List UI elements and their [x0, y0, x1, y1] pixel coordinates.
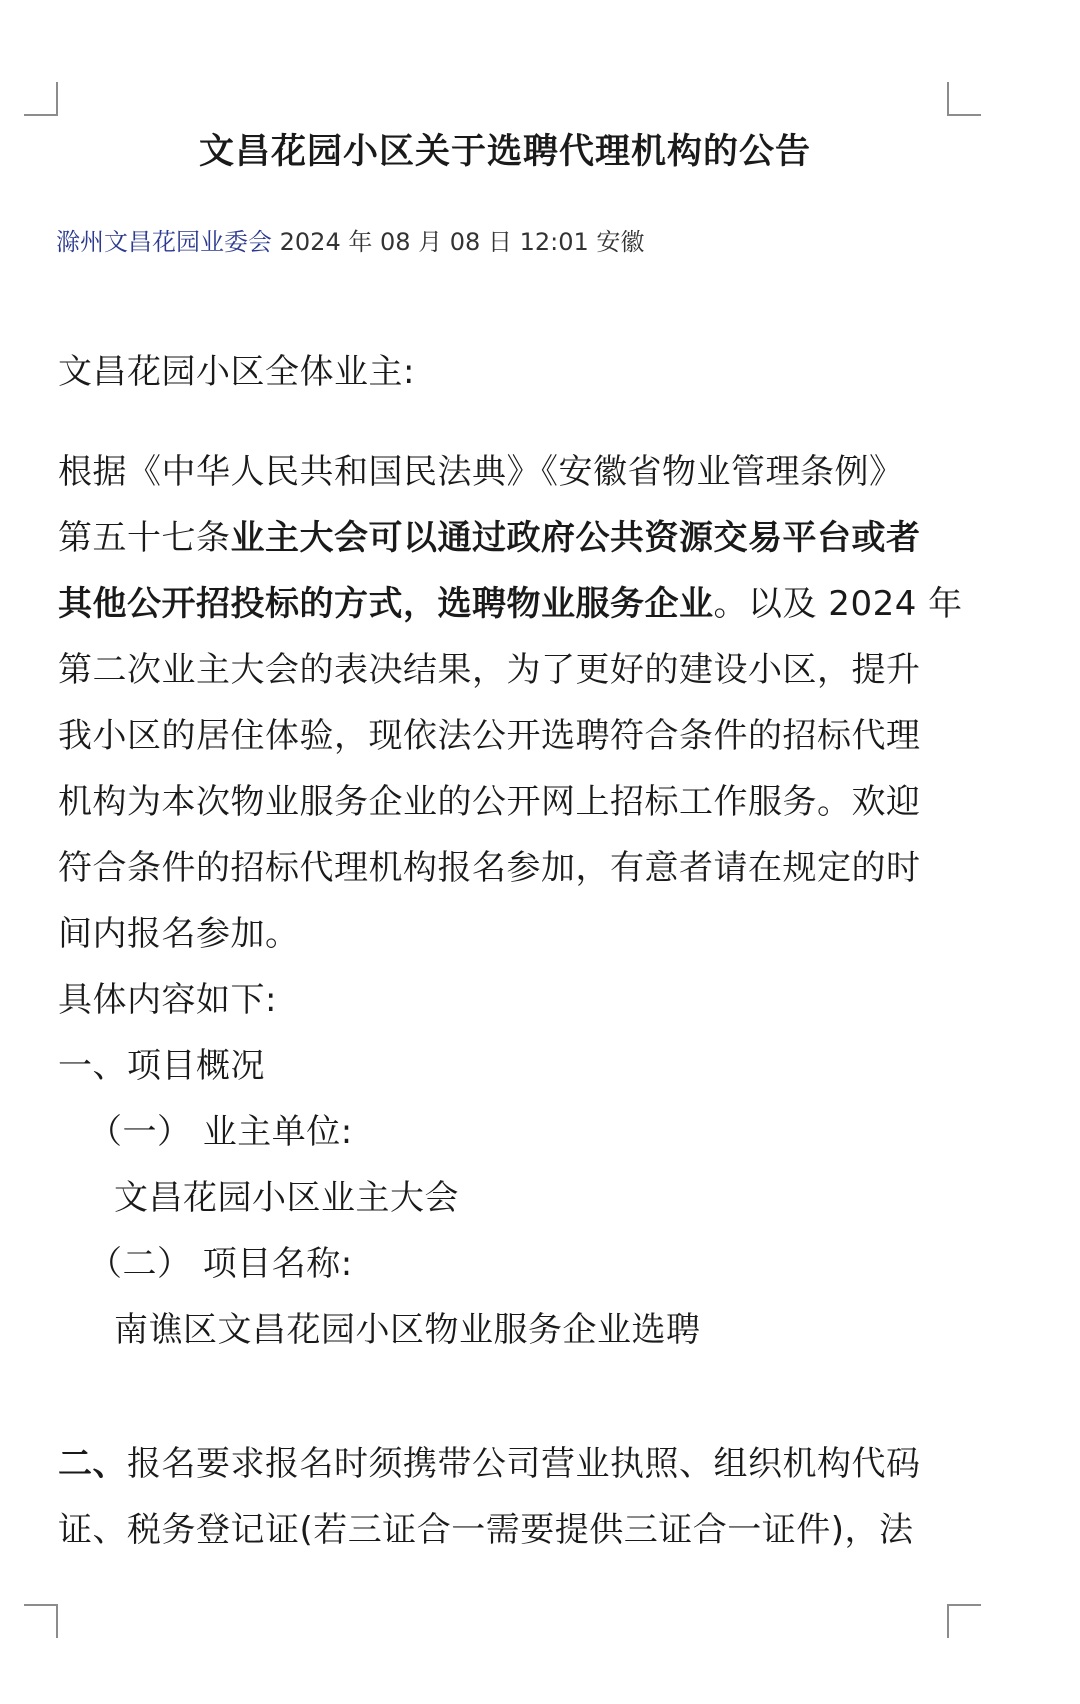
section-1-sub1-value: 文昌花园小区业主大会 [114, 1178, 459, 1218]
publish-datetime-location: 2024 年 08 月 08 日 12:01 安徽 [279, 228, 645, 256]
section-2-heading: 二、 [58, 1444, 127, 1484]
crop-mark-bottom-left [24, 1604, 58, 1638]
body-line-5: 我小区的居住体验，现依法公开选聘符合条件的招标代理 [58, 716, 921, 756]
salutation: 文昌花园小区全体业主: [58, 352, 415, 392]
crop-mark-bottom-right [947, 1604, 981, 1638]
publisher-name: 滁州文昌花园业委会 [56, 228, 272, 256]
body-line-2 [58, 518, 921, 558]
document-title: 文昌花园小区关于选聘代理机构的公告 [198, 132, 811, 172]
body-line-3-bold: 其他公开招投标的方式，选聘物业服务企业 [58, 584, 714, 624]
crop-mark-top-left [24, 82, 58, 116]
body-line-3 [58, 584, 963, 624]
section-1-sub2-label: （二） 项目名称: [88, 1244, 353, 1284]
crop-mark-top-right [947, 82, 981, 116]
publish-meta [56, 222, 644, 257]
section-1-sub2-value: 南谯区文昌花园小区物业服务企业选聘 [114, 1310, 701, 1350]
section-2-line-1-text: 报名要求报名时须携带公司营业执照、组织机构代码 [127, 1444, 921, 1484]
section-2-line-2: 证、税务登记证(若三证合一需要提供三证合一证件)，法 [58, 1510, 914, 1550]
body-line-3-normal: 。以及 2024 年 [713, 584, 963, 624]
body-line-2-normal: 第五十七条 [58, 518, 231, 558]
section-1-sub1-label: （一） 业主单位: [88, 1112, 353, 1152]
section-2-line-1 [58, 1444, 921, 1484]
details-intro: 具体内容如下: [58, 980, 277, 1020]
body-line-2-bold: 业主大会可以通过政府公共资源交易平台或者 [230, 518, 921, 558]
body-line-1: 根据《中华人民共和国民法典》《安徽省物业管理条例》 [58, 452, 904, 492]
body-line-7: 符合条件的招标代理机构报名参加，有意者请在规定的时 [58, 848, 921, 888]
section-1-heading: 一、项目概况 [58, 1046, 265, 1086]
body-line-6: 机构为本次物业服务企业的公开网上招标工作服务。欢迎 [58, 782, 921, 822]
body-line-4: 第二次业主大会的表决结果，为了更好的建设小区，提升 [58, 650, 921, 690]
body-line-8: 间内报名参加。 [58, 914, 300, 954]
